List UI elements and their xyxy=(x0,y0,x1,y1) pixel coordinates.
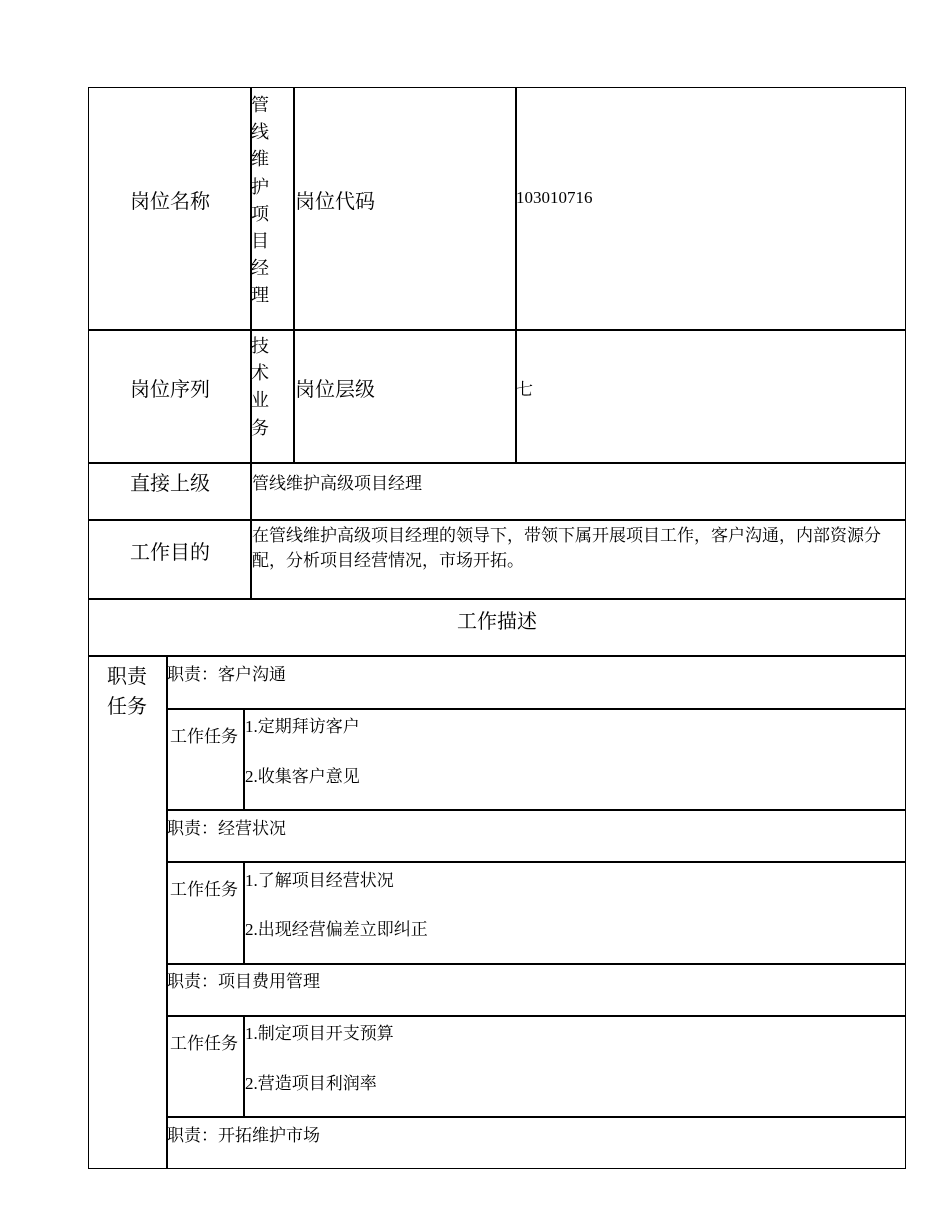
duty-divider xyxy=(166,1116,906,1118)
position-series-label: 岗位序列 xyxy=(130,379,210,401)
task-item: 2.营造项目利润率 xyxy=(245,1074,377,1093)
duty-divider xyxy=(166,809,906,811)
duty-divider xyxy=(166,963,906,965)
col-divider xyxy=(515,87,517,463)
task-label-text: 工作任务 xyxy=(170,727,238,746)
task-item: 1.了解项目经营状况 xyxy=(245,871,394,890)
row-divider xyxy=(88,655,906,657)
task-item: 1.定期拜访客户 xyxy=(245,717,360,736)
position-code-value: 103010716 xyxy=(516,188,593,207)
task-label-text: 工作任务 xyxy=(170,1034,238,1053)
position-name-label: 岗位名称 xyxy=(130,191,210,213)
purpose-label: 工作目的 xyxy=(130,542,210,564)
col-divider xyxy=(293,87,295,463)
position-name-value: 管线维护项目经理 xyxy=(251,95,269,306)
duty-divider xyxy=(166,1015,906,1017)
task-item: 2.收集客户意见 xyxy=(245,767,360,786)
position-code-label: 岗位代码 xyxy=(295,191,375,213)
duty-title: 职责：项目费用管理 xyxy=(167,972,320,991)
row-divider xyxy=(88,598,906,600)
position-level-value: 七 xyxy=(516,380,533,399)
duty-title: 职责：客户沟通 xyxy=(167,665,286,684)
duty-title: 职责：开拓维护市场 xyxy=(167,1126,320,1145)
task-item: 2.出现经营偏差立即纠正 xyxy=(245,920,428,939)
supervisor-value: 管线维护高级项目经理 xyxy=(252,474,422,493)
row-divider xyxy=(88,519,906,521)
supervisor-label: 直接上级 xyxy=(130,473,210,495)
task-label xyxy=(168,877,240,903)
position-series-value: 技术业务 xyxy=(251,336,269,438)
task-label xyxy=(168,1031,240,1057)
duty-section-label-line1: 职责 xyxy=(107,666,147,688)
row-divider xyxy=(88,329,906,331)
row-divider xyxy=(88,462,906,464)
task-label xyxy=(168,724,240,750)
duty-divider xyxy=(166,708,906,710)
duty-divider xyxy=(166,861,906,863)
duty-title: 职责：经营状况 xyxy=(167,819,286,838)
description-title: 工作描述 xyxy=(457,611,537,633)
purpose-value: 在管线维护高级项目经理的领导下，带领下属开展项目工作，客户沟通，内部资源分配，分析项目经营情况，市场开拓。 xyxy=(252,526,881,570)
position-level-label: 岗位层级 xyxy=(295,379,375,401)
task-item: 1.制定项目开支预算 xyxy=(245,1024,394,1043)
task-label-text: 工作任务 xyxy=(170,880,238,899)
duty-section-label-line2: 任务 xyxy=(107,696,147,718)
